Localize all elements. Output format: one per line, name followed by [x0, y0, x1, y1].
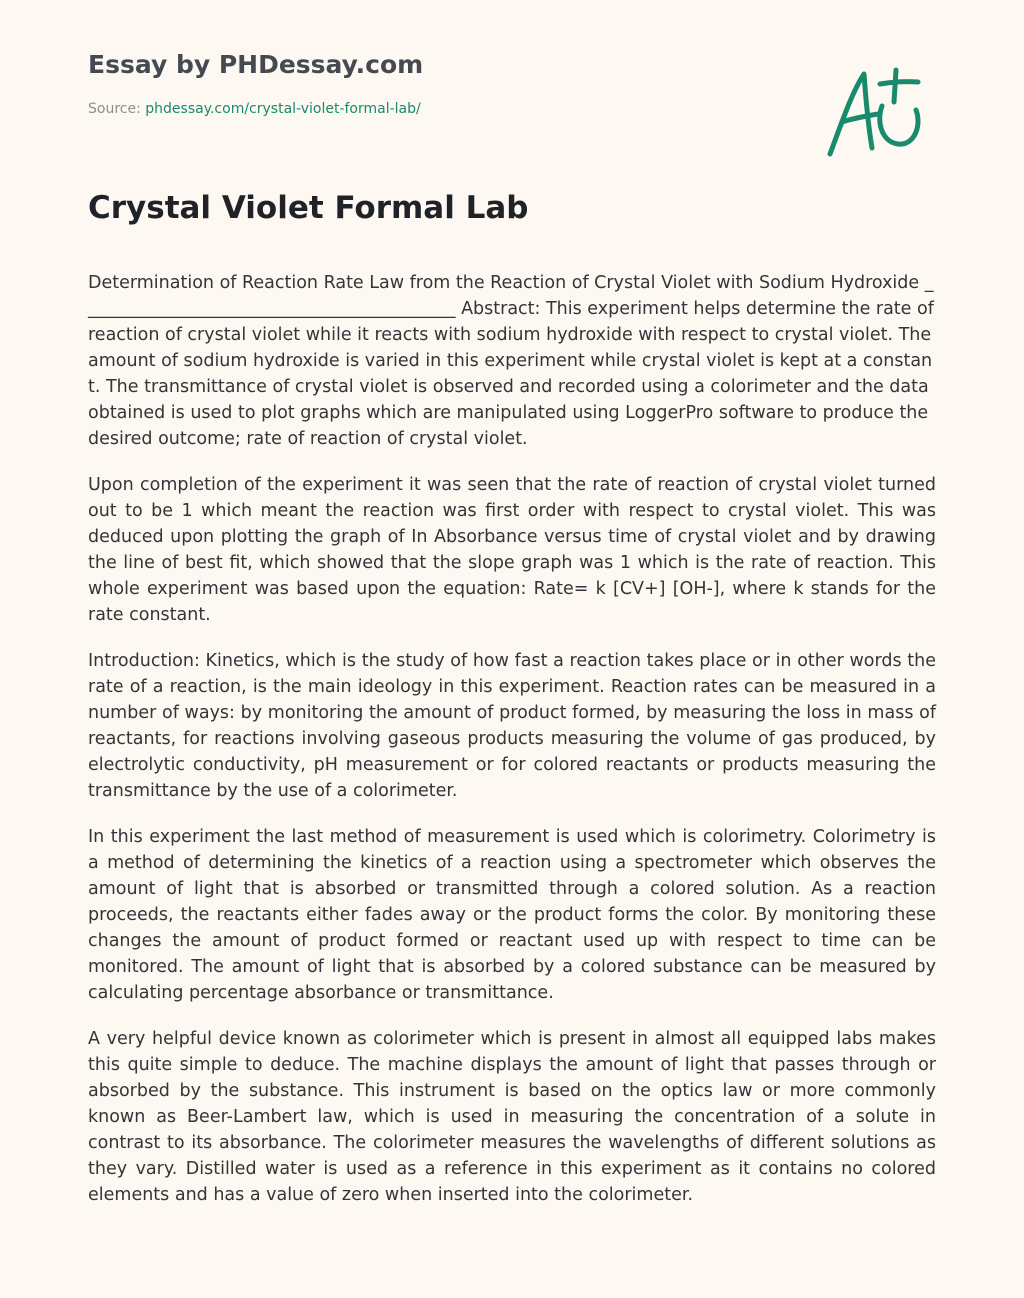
- paragraph-colorimeter: A very helpful device known as colorimeter which is present in almost all equipped labs makes this quite simple to deduce. The machine displays the amount of light that passes through or absorbed by the substance. This instrument is based on the optics law or more commonly known as Beer-Lambert law, which is used in measuring the concentration of a solute in contrast to its absorbance. The colorimeter measures the wavelengths of different solutions as they vary. Distilled water is used as a reference in this experiment as it contains no colored elements and has a value of zero when inserted into the colorimeter.: [88, 1029, 936, 1205]
- document-body: [88, 270, 936, 1228]
- document-title: Crystal Violet Formal Lab: [88, 190, 529, 226]
- paragraph-results: Upon completion of the experiment it was seen that the rate of reaction of crystal violet turned out to be 1 which meant the reaction was first order with respect to crystal violet. This was deduced upon plotting the graph of In Absorbance versus time of crystal violet and by drawing the line of best fit, which showed that the slope graph was 1 which is the rate of reaction. This whole experiment was based upon the equation: Rate= k [CV+] [OH-], where k stands for the rate constant.: [88, 475, 936, 625]
- source-link[interactable]: phdessay.com/crystal-violet-formal-lab/: [145, 101, 421, 117]
- paragraph-introduction: Introduction: Kinetics, which is the study of how fast a reaction takes place or in other words the rate of a reaction, is the main ideology in this experiment. Reaction rates can be measured in a number of ways: by monitoring the amount of product formed, by measuring the loss in mass of reactants, for reactions involving gaseous products measuring the volume of gas produced, by electrolytic conductivity, pH measurement or for colored reactants or products measuring the transmittance by the use of a colorimeter.: [88, 651, 936, 801]
- source-line: [88, 101, 421, 117]
- paragraph-abstract: Determination of Reaction Rate Law from the Reaction of Crystal Violet with Sodium Hydroxide ___________________________________________ Abstract: This experiment helps determine the rate of reaction of crystal violet while it reacts with sodium hydroxide with respect to crystal violet. The amount of sodium hydroxide is varied in this experiment while crystal violet is kept at a constant. The transmittance of crystal violet is observed and recorded using a colorimeter and the data obtained is used to plot graphs which are manipulated using LoggerPro software to produce the desired outcome; rate of reaction of crystal violet.: [88, 273, 934, 449]
- paragraph-colorimetry: In this experiment the last method of measurement is used which is colorimetry. Colorimetry is a method of determining the kinetics of a reaction using a spectrometer which observes the amount of light that is absorbed or transmitted through a colored solution. As a reaction proceeds, the reactants either fades away or the product forms the color. By monitoring these changes the amount of product formed or reactant used up with respect to time can be monitored. The amount of light that is absorbed by a colored substance can be measured by calculating percentage absorbance or transmittance.: [88, 827, 936, 1003]
- source-label: Source:: [88, 101, 141, 117]
- a-plus-logo-icon: [820, 62, 930, 162]
- site-title: Essay by PHDessay.com: [88, 50, 424, 79]
